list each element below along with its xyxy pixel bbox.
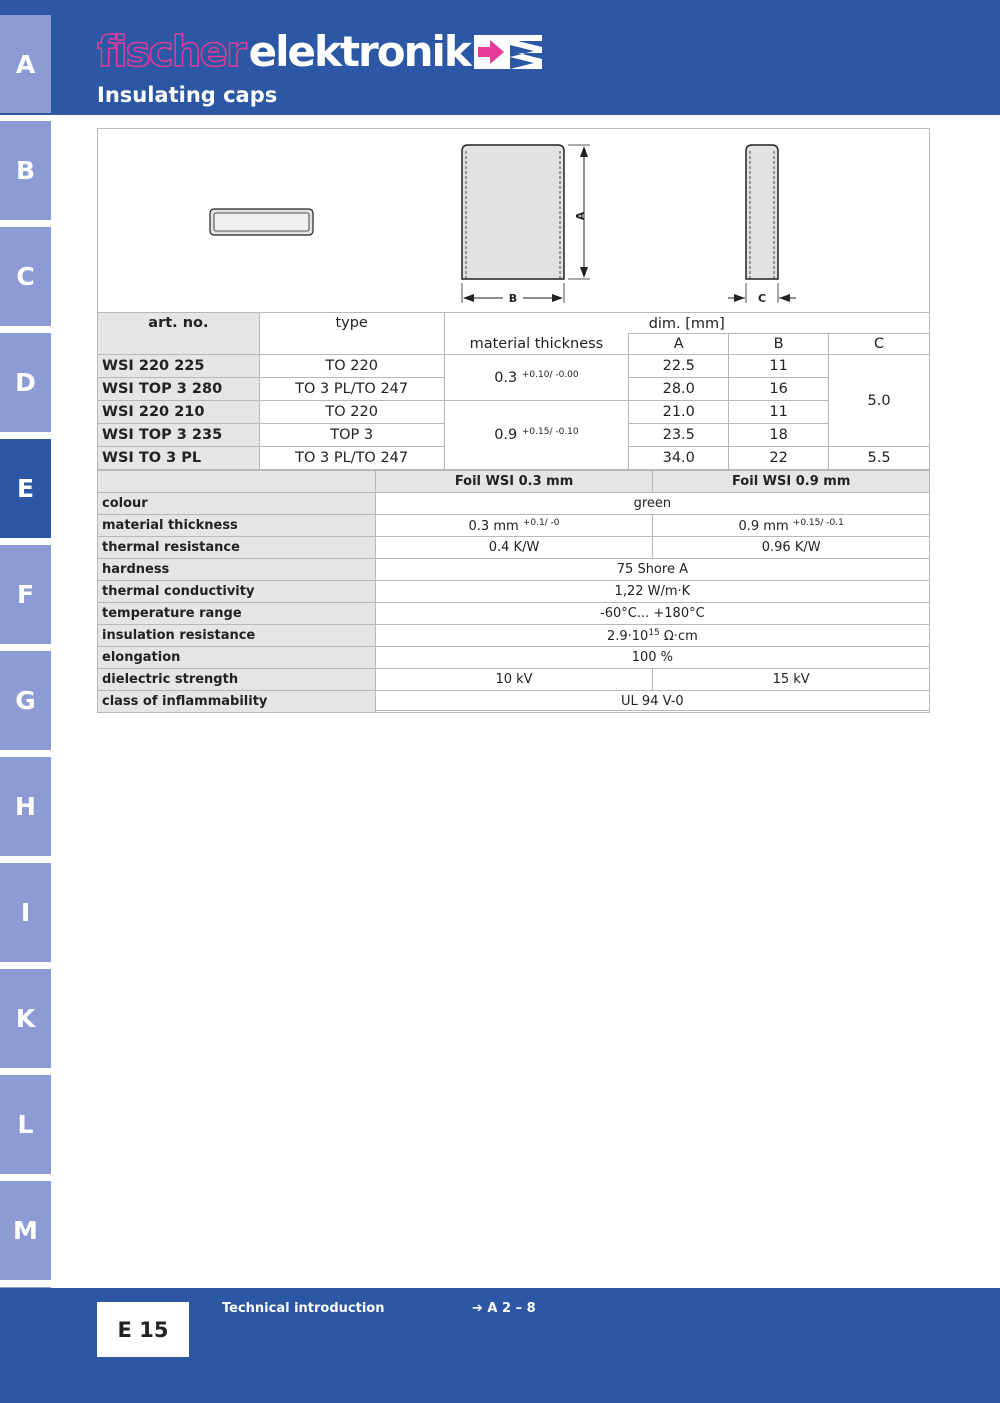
prop-value: -60°C... +180°C bbox=[375, 603, 929, 625]
tab-g[interactable]: G bbox=[0, 651, 51, 750]
dim-b: 11 bbox=[729, 401, 829, 424]
prop-label: insulation resistance bbox=[98, 625, 376, 647]
art-no: WSI TOP 3 235 bbox=[98, 424, 260, 447]
footer-link[interactable]: Technical introduction bbox=[222, 1301, 385, 1316]
page-title: Insulating caps bbox=[97, 83, 278, 107]
dim-b: 16 bbox=[729, 378, 829, 401]
prop-value: 0.9 mm $^{+0.15/ -0.1}$ bbox=[653, 515, 930, 537]
header-material-thickness: material thickness bbox=[444, 334, 629, 355]
thickness-value: 0.3 $^{+0.10/ -0.00}$ bbox=[444, 355, 629, 401]
table-row bbox=[98, 603, 930, 625]
cap-front-view bbox=[462, 145, 590, 305]
art-no: WSI TOP 3 280 bbox=[98, 378, 260, 401]
table-row bbox=[98, 691, 930, 713]
type: TO 220 bbox=[259, 355, 444, 378]
tab-b[interactable]: B bbox=[0, 121, 51, 220]
thickness-value: 0.9 $^{+0.15/ -0.10}$ bbox=[444, 401, 629, 470]
prop-label: elongation bbox=[98, 647, 376, 669]
technical-drawing bbox=[98, 129, 929, 312]
type: TO 3 PL/TO 247 bbox=[259, 378, 444, 401]
prop-value: UL 94 V-0 bbox=[375, 691, 929, 713]
dim-c-label: C bbox=[757, 292, 767, 305]
type: TO 3 PL/TO 247 bbox=[259, 447, 444, 470]
type: TOP 3 bbox=[259, 424, 444, 447]
table-row bbox=[98, 625, 930, 647]
prop-value: 75 Shore A bbox=[375, 559, 929, 581]
prop-label: temperature range bbox=[98, 603, 376, 625]
table-row bbox=[98, 493, 930, 515]
prop-value: green bbox=[375, 493, 929, 515]
prop-label: dielectric strength bbox=[98, 669, 376, 691]
section-tabs bbox=[0, 0, 51, 1403]
properties-table bbox=[97, 470, 930, 713]
logo-elektronik-text: elektronik bbox=[248, 27, 470, 76]
art-no: WSI TO 3 PL bbox=[98, 447, 260, 470]
cap-side-view bbox=[728, 145, 796, 303]
dim-b-label: B bbox=[508, 292, 518, 305]
dim-a: 21.0 bbox=[629, 401, 729, 424]
tab-i[interactable]: I bbox=[0, 863, 51, 962]
dim-b: 22 bbox=[729, 447, 829, 470]
header-foil-03: Foil WSI 0.3 mm bbox=[375, 471, 653, 493]
tab-a[interactable]: A bbox=[0, 15, 51, 113]
dim-c: 5.0 bbox=[829, 355, 930, 447]
dim-b: 11 bbox=[729, 355, 829, 378]
type: TO 220 bbox=[259, 401, 444, 424]
table-row bbox=[98, 559, 930, 581]
header-c: C bbox=[829, 334, 930, 355]
table-row bbox=[98, 355, 930, 378]
prop-value: 0.96 K/W bbox=[653, 537, 930, 559]
prop-label: thermal conductivity bbox=[98, 581, 376, 603]
header-b: B bbox=[729, 334, 829, 355]
tab-d[interactable]: D bbox=[0, 333, 51, 432]
tab-c[interactable]: C bbox=[0, 227, 51, 326]
tab-k[interactable]: K bbox=[0, 969, 51, 1068]
table-row bbox=[98, 515, 930, 537]
cap-top-view bbox=[210, 209, 313, 235]
brand-logo bbox=[97, 28, 542, 76]
header-a: A bbox=[629, 334, 729, 355]
table-row bbox=[98, 401, 930, 424]
logo-arrow-icon bbox=[474, 33, 542, 71]
prop-value: 0.4 K/W bbox=[375, 537, 653, 559]
prop-label: class of inflammability bbox=[98, 691, 376, 713]
prop-value: 100 % bbox=[375, 647, 929, 669]
art-no: WSI 220 225 bbox=[98, 355, 260, 378]
prop-value: 1,22 W/m·K bbox=[375, 581, 929, 603]
header-art-no: art. no. bbox=[98, 313, 260, 355]
table-row bbox=[98, 669, 930, 691]
page-number: E 15 bbox=[97, 1302, 189, 1357]
dim-c: 5.5 bbox=[829, 447, 930, 470]
dim-a: 23.5 bbox=[629, 424, 729, 447]
table-row bbox=[98, 581, 930, 603]
prop-label: colour bbox=[98, 493, 376, 515]
table-row bbox=[98, 647, 930, 669]
tab-e[interactable]: E bbox=[0, 439, 51, 538]
dimensions-table bbox=[97, 312, 930, 470]
art-no: WSI 220 210 bbox=[98, 401, 260, 424]
dim-a-label: A bbox=[574, 211, 587, 221]
header-dim: dim. [mm] bbox=[444, 313, 929, 334]
prop-label: material thickness bbox=[98, 515, 376, 537]
dim-b: 18 bbox=[729, 424, 829, 447]
properties-corner bbox=[98, 471, 376, 493]
tab-l[interactable]: L bbox=[0, 1075, 51, 1174]
tab-m[interactable]: M bbox=[0, 1181, 51, 1280]
dim-a: 28.0 bbox=[629, 378, 729, 401]
prop-value: $2.9\cdot 10^{15}$ Ω·cm bbox=[375, 625, 929, 647]
prop-value: 10 kV bbox=[375, 669, 653, 691]
table-row bbox=[98, 537, 930, 559]
dim-a: 22.5 bbox=[629, 355, 729, 378]
prop-value: 15 kV bbox=[653, 669, 930, 691]
footer-reference[interactable]: ➔ A 2 – 8 bbox=[472, 1301, 536, 1316]
tab-h[interactable]: H bbox=[0, 757, 51, 856]
prop-value: 0.3 mm $^{+0.1/ -0}$ bbox=[375, 515, 653, 537]
tab-f[interactable]: F bbox=[0, 545, 51, 644]
prop-label: thermal resistance bbox=[98, 537, 376, 559]
logo-fischer-text: fischer bbox=[97, 27, 245, 76]
prop-label: hardness bbox=[98, 559, 376, 581]
header-foil-09: Foil WSI 0.9 mm bbox=[653, 471, 930, 493]
header-type: type bbox=[259, 313, 444, 355]
product-panel bbox=[97, 128, 930, 711]
dim-a: 34.0 bbox=[629, 447, 729, 470]
